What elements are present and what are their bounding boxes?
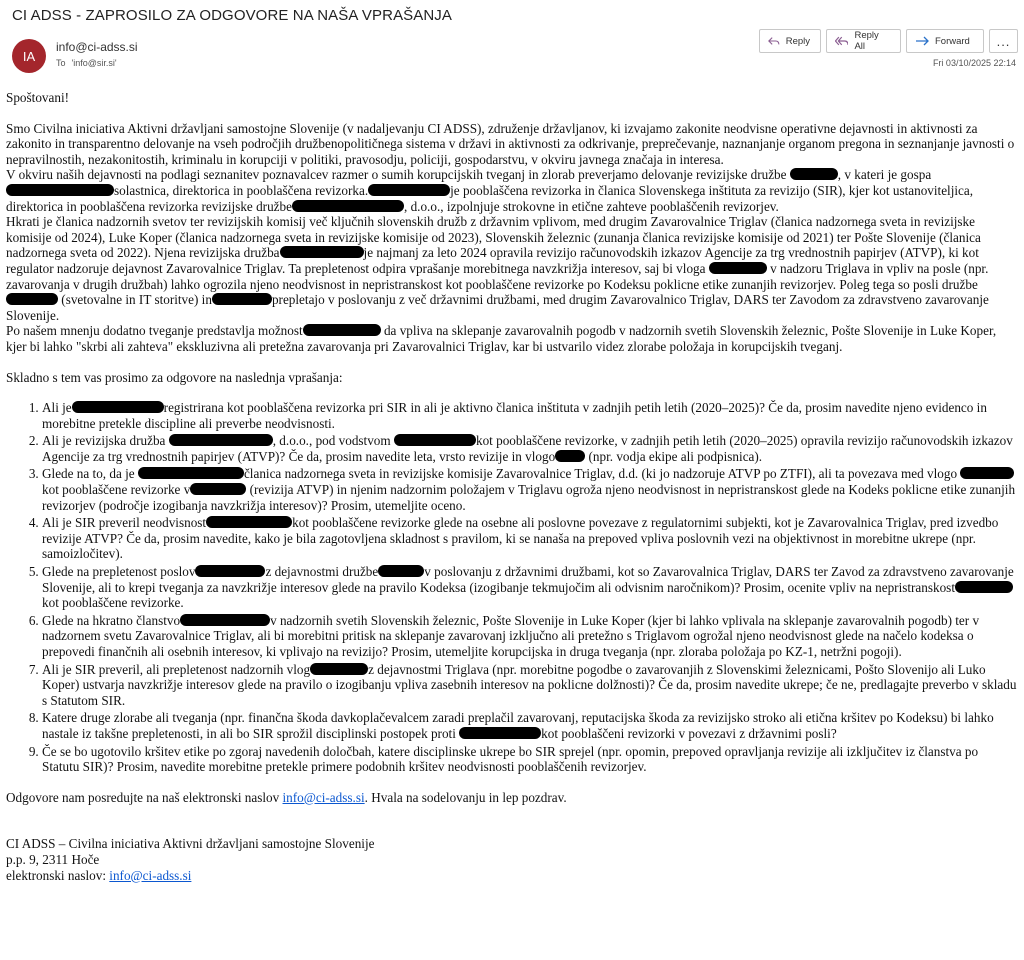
message-body [6, 90, 1018, 883]
redacted-text [555, 450, 585, 462]
list-item: 5. Glede na prepletenost poslov z dejavnostmi družbe v poslovanju z državnimi družbami, kot so Zavarovalnica Triglav, DARS ter Zavod za zdravstveno zavarovanje Slovenije, ali to krepi tveganja za navzkrižje interesov glede na pravilo Kodeksa (izogibanje tekmujočim ali odvisnim naročnikom)? Prosim, ocenite vpliv na nepristranskostkot pooblaščene revizorke. [42, 564, 1018, 611]
redacted-text [303, 324, 381, 336]
redacted-text [394, 434, 476, 446]
sender-email[interactable]: info@ci-adss.si [56, 40, 138, 54]
reply-icon [768, 35, 780, 47]
forward-label: Forward [935, 35, 970, 47]
list-item: 9. Če se bo ugotovilo kršitev etike po zgoraj navedenih določbah, katere disciplinske ukrepe bo SIR sprejel (npr. opomin, prepoved opravljanja revizije ali izključitev iz članstva po Statutu SIR)? Prosim, navedite morebitne pretekle primere podobnih kršitev neodvisnosti pooblaščenih revizorjev. [42, 744, 1018, 775]
redacted-text [709, 262, 767, 274]
forward-icon [915, 35, 929, 47]
redacted-text [180, 614, 270, 626]
redacted-text [960, 467, 1014, 479]
redacted-text [195, 565, 265, 577]
list-item: 6. Glede na hkratno članstvo v nadzornih svetih Slovenskih železnic, Pošte Slovenije in Luke Koper (kjer bi lahko vplivala na sklepanje zavarovalnih pogodb) ter v nadzornem svetu Zavarovalnice Triglav, ali bi morebitni pritisk na sklepanje zavarovanj izključno ali pretežno s Triglavom ogrožal njeno neodvisnost glede na načelo kodeksa o prepovedi finančnih ali osebnih interesov, ki vplivajo na revizijo? Prosim, utemeljite korupcijska in druga tveganja (npr. zloraba položaja po KZ-1, netržni pogoji). [42, 613, 1018, 660]
recipient-line [56, 58, 117, 68]
redacted-text [138, 467, 244, 479]
signature-email-line: elektronski naslov: info@ci-adss.si [6, 867, 192, 883]
reply-all-label: Reply All [854, 30, 879, 52]
redacted-text [292, 200, 404, 212]
intro-p1: Smo Civilna iniciativa Aktivni državljani samostojne Slovenije (v nadaljevanju CI ADSS), združenje državljanov, ki izvajamo zakonite neodvisne operativne dejavnosti in aktivnosti za zakonito in transparentno delovanje na vseh področjih družbenopolitičnega sistema v državi in aktivnosti za odkrivanje, preprečevanje, naznanjanje organom pregona in seznanjanje javnosti o nepravilnostih, nezakonitostih, kriminalu in korupciji v politiki, pravosodju, policiji, gospodarstvu, v okviru javnega značaja in interesa. [6, 120, 1015, 167]
list-item: 4. Ali je SIR preveril neodvisnost kot pooblaščene revizorke glede na osebne ali poslovne povezave z regulatornimi subjekti, kot je Zavarovalnica Triglav, pred izvedbo revizije ATVP? Če da, prosim navedite, kako je bila zagotovljena skladnost s pravilom, ki se nanaša na prepoved vpliva poslovnih vezi na objektivnost in morebitne ukrepe (npr. samoizločitev). [42, 515, 1018, 562]
list-item: 8. Katere druge zlorabe ali tveganja (npr. finančna škoda davkoplačevalcem zaradi preplačil zavarovanj, reputacijska škoda za revizijsko stroko ali etična kršitev po Kodeksu) bi lahko nastale iz takšne prepletenosti, in ali bo SIR sprožil disciplinski postopek proti kot pooblaščeni revizorki v povezavi z državnimi posli? [42, 710, 1018, 741]
signature [6, 836, 1018, 883]
to-label: To [56, 58, 66, 68]
message-actions [759, 29, 984, 53]
redacted-text [310, 663, 368, 675]
intro-p4: Po našem mnenju dodatno tveganje predstavlja možnost da vpliva na sklepanje zavarovalnih pogodb v nadzornih svetih Slovenskih železnic, Pošte Slovenije in Luke Koper, kjer bi lahko "skrbi ali zahteva" ekskluzivna ali pretežna zavarovanja pri Zavarovalnici Triglav, kar bi ustvarilo videz zlorabe položaja in korupcijskih tveganj. [6, 323, 997, 354]
redacted-text [6, 184, 114, 196]
signature-address: p.p. 9, 2311 Hoče [6, 851, 100, 867]
redacted-text [169, 434, 273, 446]
reply-all-button[interactable] [826, 29, 901, 53]
list-item: 2. Ali je revizijska družba , d.o.o., pod vodstvom kot pooblaščene revizorke, v zadnjih petih letih (2020–2025) opravila revizijo računovodskih izkazov Agencije za trg vrednostnih papirjev (ATVP)? Če da, prosim navedite leta, vrsto revizije in vlogo (npr. vodja ekipe ali podpisnica). [42, 433, 1018, 464]
forward-button[interactable] [906, 29, 984, 53]
redacted-text [280, 246, 364, 258]
signature-org: CI ADSS – Civilna iniciativa Aktivni državljani samostojne Slovenije [6, 836, 375, 852]
more-actions-button[interactable]: ... [989, 29, 1018, 53]
intro-p2: V okviru naših dejavnosti na podlagi seznanitev poznavalcev razmer o sumih korupcijskih tveganj in zlorab preverjamo delovanje revizijske družbe , v kateri je gospa solastnica, direktorica in pooblaščena revizorka. je pooblaščena revizorka in članica Slovenskega inštituta za revizijo (SIR), kjer kot ustanoviteljica, direktorica in pooblaščena revizorka revizijske družbe , d.o.o., izpolnjuje strokovne in etične zahteve pooblaščenih revizorjev. [6, 167, 974, 214]
redacted-text [72, 401, 164, 413]
list-item: 3. Glede na to, da je članica nadzornega sveta in revizijske komisije Zavarovalnice Triglav, d.d. (ki jo nadzoruje ATVP po ZTFI), ali ta povezava med vlogo kot pooblaščene revizorke v (revizija ATVP) in njenim nadzornim položajem v Triglavu ogroža njeno neodvisnost in nepristranskost glede na Kodeks poklicne etike zunanjih revizorjev (področje izogibanja navzkrižja interesov)? Prosim, utemeljite oceno. [42, 466, 1018, 513]
greeting: Spoštovani! [6, 90, 70, 105]
redacted-text [212, 293, 272, 305]
sender-avatar[interactable]: IA [12, 39, 46, 73]
redacted-text [368, 184, 450, 196]
redacted-text [206, 516, 292, 528]
redacted-text [459, 727, 541, 739]
closing-line: Odgovore nam posredujte na naš elektronski naslov info@ci-adss.si. Hvala na sodelovanju in lep pozdrav. [6, 789, 567, 805]
recipient-address[interactable]: 'info@sir.si' [71, 58, 117, 68]
intro-p3: Hkrati je članica nadzornih svetov ter revizijskih komisij več ključnih slovenskih družb z državnim vplivom, med drugim Zavarovalnice Triglav (članica nadzornega sveta in revizijske komisije od 2024), Luke Koper (članica nadzornega sveta in revizijske komisije od 2023), Slovenskih železnic (zunanja članica revizijske komisije od 2021) ter Pošte Slovenije (članica nadzornega sveta od 2022). Njena revizijska družba je najmanj za leto 2024 opravila revizijo računovodskih izkazov Agencije za trg vrednostnih papirjev (ATVP), ki kot regulator nadzoruje dejavnost Zavarovalnice Triglav. Ta prepletenost odpira vprašanje morebitnega navzkrižja interesov, saj bi vloga v nadzoru Triglava in vpliv na posle (npr. zavarovanja v drugih družbah) lahko ogrozila njeno neodvisnost in nepristranskost kot pooblaščene revizorke po Kodeksu poklicne etike zunanjih revizorjev. Poleg tega so posli družbe (svetovalne in IT storitve) in prepletajo v poslovanju z več državnimi družbami, med drugim Zavarovalnico Triglav, DARS ter Zavodom za zdravstveno zavarovanje Slovenije. [6, 214, 989, 323]
redacted-text [955, 581, 1013, 593]
redacted-text [790, 168, 838, 180]
sent-date: Fri 03/10/2025 22:14 [932, 58, 1016, 68]
redacted-text [6, 293, 58, 305]
reply-all-icon [835, 35, 848, 47]
reply-button[interactable] [759, 29, 821, 53]
redacted-text [378, 565, 424, 577]
signature-email-link[interactable]: info@ci-adss.si [109, 867, 192, 883]
closing-email-link[interactable]: info@ci-adss.si [282, 789, 365, 805]
email-subject: CI ADSS - ZAPROSILO ZA ODGOVORE NA NAŠA VPRAŠANJA [12, 7, 453, 24]
questions-list [6, 400, 1018, 775]
reply-label: Reply [785, 35, 810, 47]
list-item: 1. Ali je registrirana kot pooblaščena revizorka pri SIR in ali je aktivno članica inštituta v zadnjih petih letih (2020–2025)? Če da, prosim navedite njeno evidenco in morebitne pretekle discipline ali preverbe neodvisnosti. [42, 400, 1018, 431]
redacted-text [190, 483, 246, 495]
questions-lead: Skladno s tem vas prosimo za odgovore na naslednja vprašanja: [6, 369, 343, 385]
message-header [0, 0, 1024, 78]
list-item: 7. Ali je SIR preveril, ali prepletenost nadzornih vlog z dejavnostmi Triglava (npr. morebitne pogodbe o zavarovanjih z Slovenskimi železnicami, Pošto Slovenijo ali Luko Koper) ustvarja navzkrižje interesov glede na pravilo o izogibanju vpliva zasebnih interesov na poklicne dolžnosti)? Če da, prosim navedite ukrepe; če ne, predlagajte preverbo v skladu s Statutom SIR. [42, 662, 1018, 709]
intro-paragraph [6, 121, 1018, 355]
